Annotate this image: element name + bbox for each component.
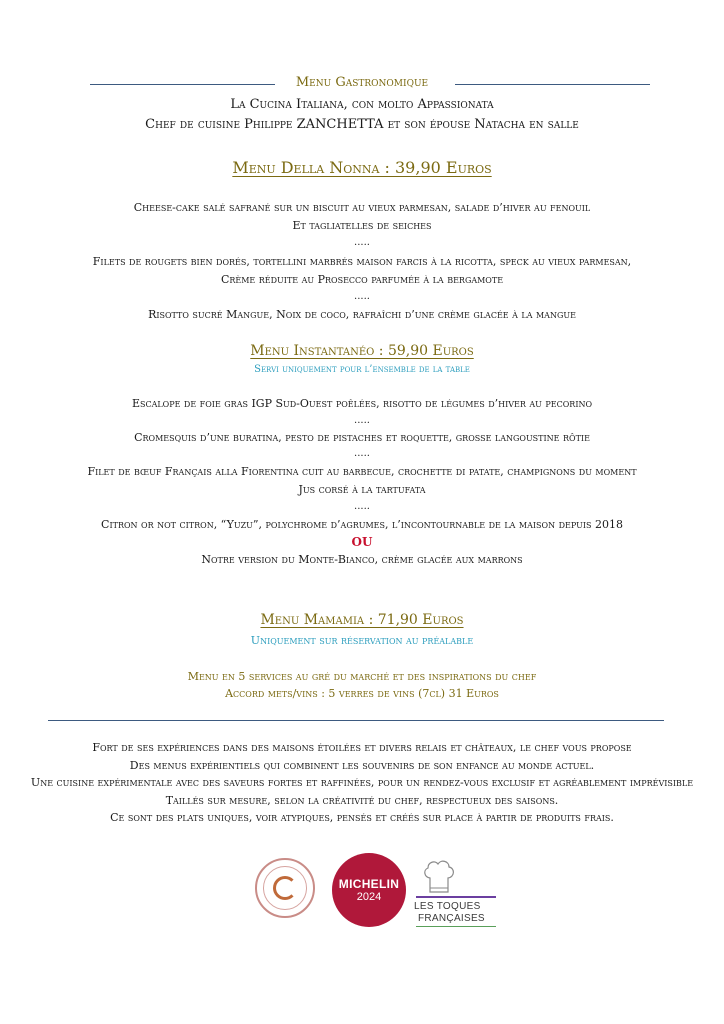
menu-instantaneo-title: Menu Instantanéo : 59,90 Euros bbox=[250, 343, 474, 359]
michelin-logo bbox=[332, 853, 406, 927]
instantaneo-dish-line: Citron or not citron, “Yuzu”, polychrome d’agrumes, l’incontournable de la maison depuis 2018 bbox=[101, 518, 623, 531]
separator: ..... bbox=[354, 501, 370, 512]
instantaneo-dish-line: Cromesquis d’une buratina, pesto de pistaches et roquette, grosse langoustine rôtie bbox=[134, 431, 590, 444]
separator: ..... bbox=[354, 291, 370, 302]
footer-text-line: Ce sont des plats uniques, voir atypiques, pensés et créés sur place à partir de produits frais. bbox=[110, 811, 614, 824]
footer-text-line: Des menus expérientiels qui combinent les souvenirs de son enfance au monde actuel. bbox=[129, 759, 595, 772]
logo-stripe bbox=[416, 926, 496, 927]
mamamia-line: Menu en 5 services au gré du marché et des inspirations du chef bbox=[187, 670, 537, 683]
mamamia-pairing-line: Accord mets/vins : 5 verres de vins (7cl) 31 Euros bbox=[225, 687, 499, 700]
chef-hat-icon bbox=[422, 858, 456, 894]
instantaneo-dish-line: Notre version du Monte-Bianco, crème glacée aux marrons bbox=[201, 553, 523, 566]
michelin-year: 2024 bbox=[356, 891, 382, 903]
separator: ..... bbox=[354, 237, 370, 248]
nonna-dish-line: Et tagliatelles de seiches bbox=[292, 219, 432, 232]
footer-text-line: Fort de ses expériences dans des maisons étoilées et divers relais et châteaux, le chef vous propose bbox=[92, 741, 632, 754]
separator: ..... bbox=[354, 415, 370, 426]
logo-stripe bbox=[416, 896, 496, 898]
nonna-dish-line: Crème réduite au Prosecco parfumée à la bergamote bbox=[220, 273, 504, 286]
separator: ..... bbox=[354, 448, 370, 459]
nonna-dish-line: Cheese-cake salé safrané sur un biscuit au vieux parmesan, salade d’hiver au fenouil bbox=[133, 201, 591, 214]
instantaneo-dish-line: Filet de bœuf Français alla Fiorentina cuit au barbecue, crochette di patate, champignons du moment bbox=[87, 465, 637, 478]
restaurant-subtitle: La Cucina Italiana, con molto Appassionata bbox=[230, 97, 494, 112]
restaurant-seal-logo bbox=[255, 858, 315, 918]
seal-ring bbox=[263, 866, 307, 910]
instantaneo-dish-line: Jus corsé à la tartufata bbox=[298, 483, 426, 496]
menu-mamamia-title: Menu Mamamia : 71,90 Euros bbox=[260, 612, 464, 628]
footer-text-line: Une cuisine expérimentale avec des saveurs fortes et raffinées, pour un rendez-vous exclusif et agréablement imprévisible bbox=[30, 776, 694, 789]
nonna-dish-line: Risotto sucré Mangue, Noix de coco, rafraîchi d’une crème glacée à la mangue bbox=[148, 308, 576, 321]
mamamia-note: Uniquement sur réservation au préalable bbox=[250, 634, 474, 647]
seal-emblem-icon bbox=[273, 876, 297, 900]
footer-rule bbox=[48, 720, 664, 721]
michelin-name: MICHELIN bbox=[338, 877, 400, 891]
toques-line1: LES TOQUES bbox=[414, 901, 481, 912]
footer-text-line: Taillés sur mesure, selon la créativité du chef, respectueux des saisons. bbox=[165, 794, 559, 807]
menu-title: Menu Gastronomique bbox=[295, 75, 429, 90]
or-label: OU bbox=[351, 535, 373, 549]
instantaneo-note: Servi uniquement pour l’ensemble de la table bbox=[254, 364, 470, 375]
les-toques-francaises-logo bbox=[412, 858, 504, 924]
toques-line2: FRANÇAISES bbox=[418, 913, 485, 924]
instantaneo-dish-line: Escalope de foie gras IGP Sud-Ouest poêlées, risotto de légumes d’hiver au pecorino bbox=[131, 397, 593, 410]
nonna-dish-line: Filets de rougets bien dorés, tortellini marbrés maison farcis à la ricotta, speck au vieux parmesan, bbox=[92, 255, 632, 268]
menu-nonna-title: Menu Della Nonna : 39,90 Euros bbox=[232, 158, 492, 177]
chef-line: Chef de cuisine Philippe ZANCHETTA et son épouse Natacha en salle bbox=[145, 117, 579, 132]
